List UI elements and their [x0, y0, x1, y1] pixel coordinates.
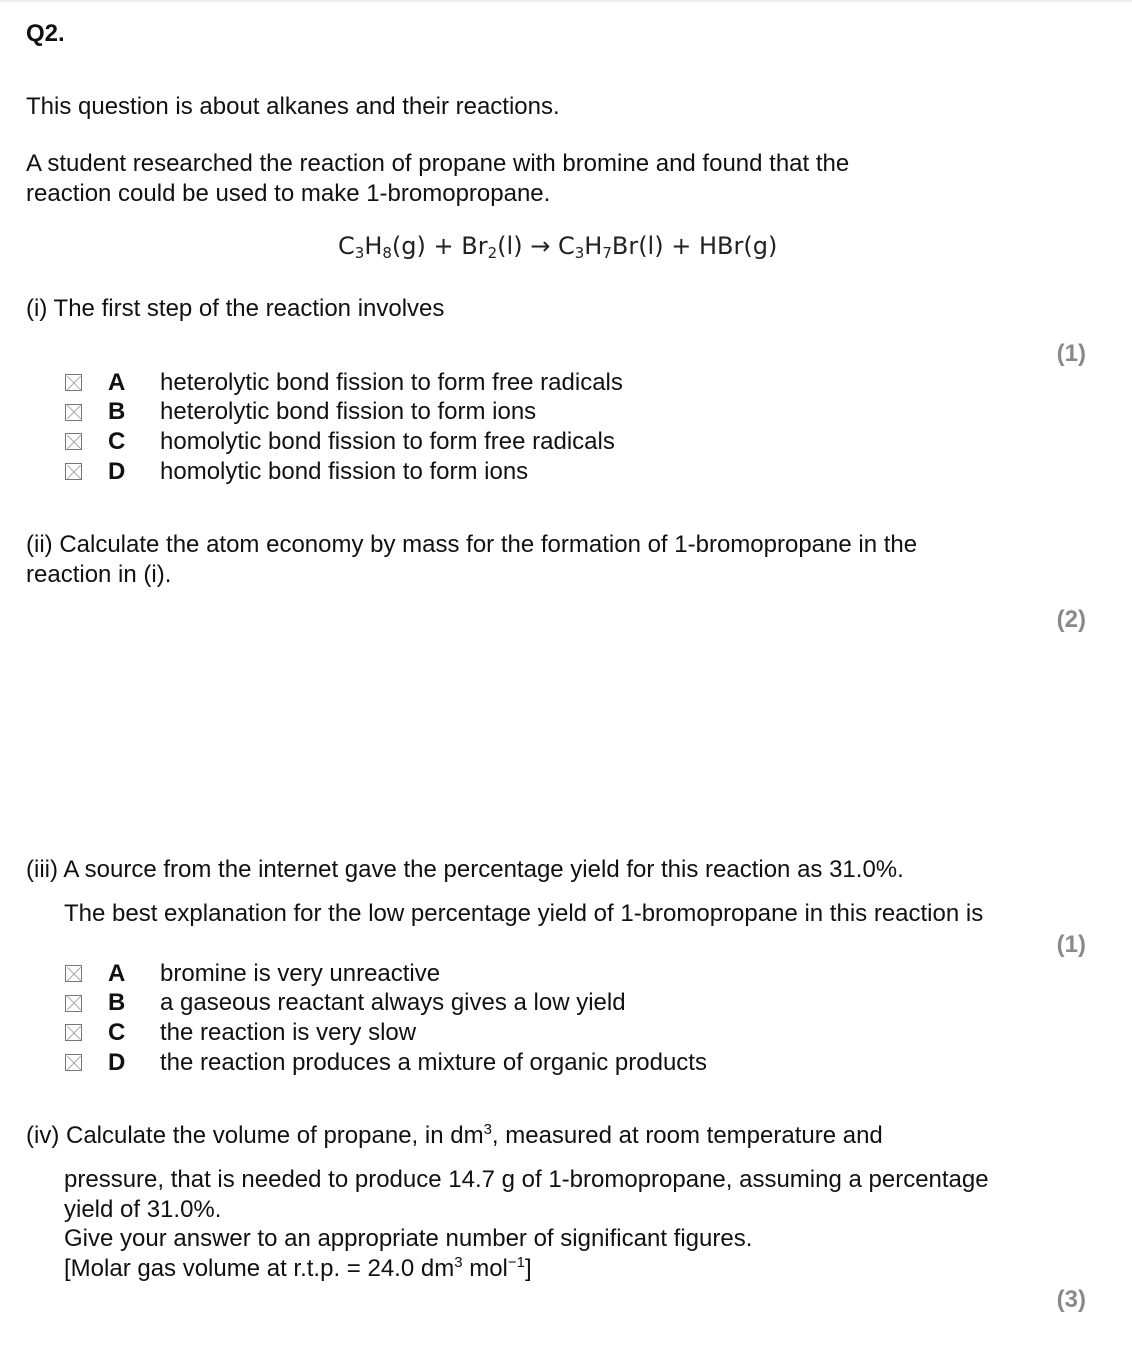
eq-product-br: Br(l) — [611, 232, 664, 260]
option-letter: B — [108, 989, 126, 1017]
part-iv-line-5 — [64, 1254, 532, 1284]
checkbox-d[interactable] — [65, 463, 82, 480]
part-iii-option-c[interactable] — [64, 1018, 707, 1048]
option-text: homolytic bond fission to form free radicals — [160, 427, 615, 455]
eq-propane-c: C — [338, 232, 355, 260]
option-letter: C — [108, 1018, 126, 1046]
intro-text: This question is about alkanes and their reactions. — [26, 93, 560, 120]
eq-product-c-sub: 3 — [574, 244, 585, 262]
eq-product-h: H — [584, 232, 603, 260]
part-i-option-d[interactable] — [64, 457, 623, 487]
eq-propane-c-sub: 3 — [354, 244, 365, 262]
option-text: heterolytic bond fission to form free radicals — [160, 368, 623, 396]
checkbox-d[interactable] — [65, 1054, 82, 1071]
part-iv-line-1-a: (iv) Calculate the volume of propane, in dm — [26, 1122, 484, 1149]
option-letter: A — [108, 959, 126, 987]
option-text: the reaction produces a mixture of organic products — [160, 1048, 707, 1076]
option-letter: C — [108, 427, 126, 455]
context-line-1: A student researched the reaction of propane with bromine and found that the — [26, 150, 850, 177]
checkbox-c[interactable] — [65, 1024, 82, 1041]
part-iv-line-1 — [26, 1121, 883, 1151]
part-iii-line-2: The best explanation for the low percentage yield of 1-bromopropane in this reaction is — [64, 900, 984, 927]
part-ii-marks: (2) — [1056, 606, 1086, 633]
part-iv-line-5-sup-1: 3 — [454, 1254, 463, 1271]
part-iv-line-1-sup: 3 — [483, 1121, 492, 1138]
context-line-2: reaction could be used to make 1-bromopropane. — [26, 180, 551, 207]
eq-bromine-sub: 2 — [487, 244, 498, 262]
eq-product-h-sub: 7 — [602, 244, 612, 262]
part-iii-line-1: (iii) A source from the internet gave the percentage yield for this reaction as 31.0%. — [26, 856, 904, 883]
question-number: Q2. — [26, 20, 65, 47]
part-ii-line-2: reaction in (i). — [26, 561, 172, 588]
reaction-equation — [338, 232, 777, 262]
option-letter: B — [108, 398, 126, 426]
part-iv-line-5-c: ] — [524, 1255, 532, 1282]
part-ii-line-1: (ii) Calculate the atom economy by mass for the formation of 1-bromopropane in the — [26, 531, 918, 558]
part-i-marks: (1) — [1056, 340, 1086, 367]
part-iii-option-b[interactable] — [64, 989, 707, 1019]
eq-bromine-state: (l) — [497, 232, 523, 260]
checkbox-b[interactable] — [65, 995, 82, 1012]
part-iv-marks: (3) — [1056, 1286, 1086, 1313]
eq-propane-state: (g) — [391, 232, 426, 260]
part-i-stem: (i) The first step of the reaction involves — [26, 295, 445, 322]
option-text: the reaction is very slow — [160, 1018, 417, 1046]
eq-plus-2: + — [671, 232, 692, 260]
option-text: a gaseous reactant always gives a low yield — [160, 989, 626, 1017]
part-iii-option-a[interactable] — [64, 959, 707, 989]
part-iv-line-3: yield of 31.0%. — [64, 1196, 222, 1223]
part-iv-line-5-sup-2: −1 — [507, 1254, 525, 1271]
option-text: homolytic bond fission to form ions — [160, 457, 529, 485]
part-iii-marks: (1) — [1056, 931, 1086, 958]
part-iv-line-5-b: mol — [462, 1255, 508, 1282]
eq-arrow: → — [530, 232, 551, 260]
part-i-options — [64, 368, 623, 486]
option-text: bromine is very unreactive — [160, 959, 441, 987]
checkbox-a[interactable] — [65, 374, 82, 391]
option-text: heterolytic bond fission to form ions — [160, 398, 537, 426]
option-letter: D — [108, 457, 126, 485]
part-iv-line-4: Give your answer to an appropriate number of significant figures. — [64, 1225, 753, 1252]
option-letter: D — [108, 1048, 126, 1076]
eq-hbr: HBr(g) — [698, 232, 778, 260]
part-iv-line-1-b: , measured at room temperature and — [491, 1122, 883, 1149]
eq-propane-h: H — [364, 232, 383, 260]
part-iii-options — [64, 959, 707, 1077]
top-divider — [0, 0, 1132, 3]
part-iv-line-5-a: [Molar gas volume at r.t.p. = 24.0 dm — [64, 1255, 455, 1282]
eq-propane-h-sub: 8 — [382, 244, 392, 262]
checkbox-a[interactable] — [65, 965, 82, 982]
eq-plus-1: + — [433, 232, 454, 260]
part-i-option-c[interactable] — [64, 427, 623, 457]
part-i-option-a[interactable] — [64, 368, 623, 398]
eq-bromine: Br — [461, 232, 488, 260]
checkbox-b[interactable] — [65, 404, 82, 421]
part-iii-option-d[interactable] — [64, 1048, 707, 1078]
part-i-option-b[interactable] — [64, 398, 623, 428]
part-iv-line-2: pressure, that is needed to produce 14.7 g of 1-bromopropane, assuming a percentage — [64, 1166, 989, 1193]
checkbox-c[interactable] — [65, 433, 82, 450]
eq-product-c: C — [557, 232, 575, 260]
option-letter: A — [108, 368, 126, 396]
